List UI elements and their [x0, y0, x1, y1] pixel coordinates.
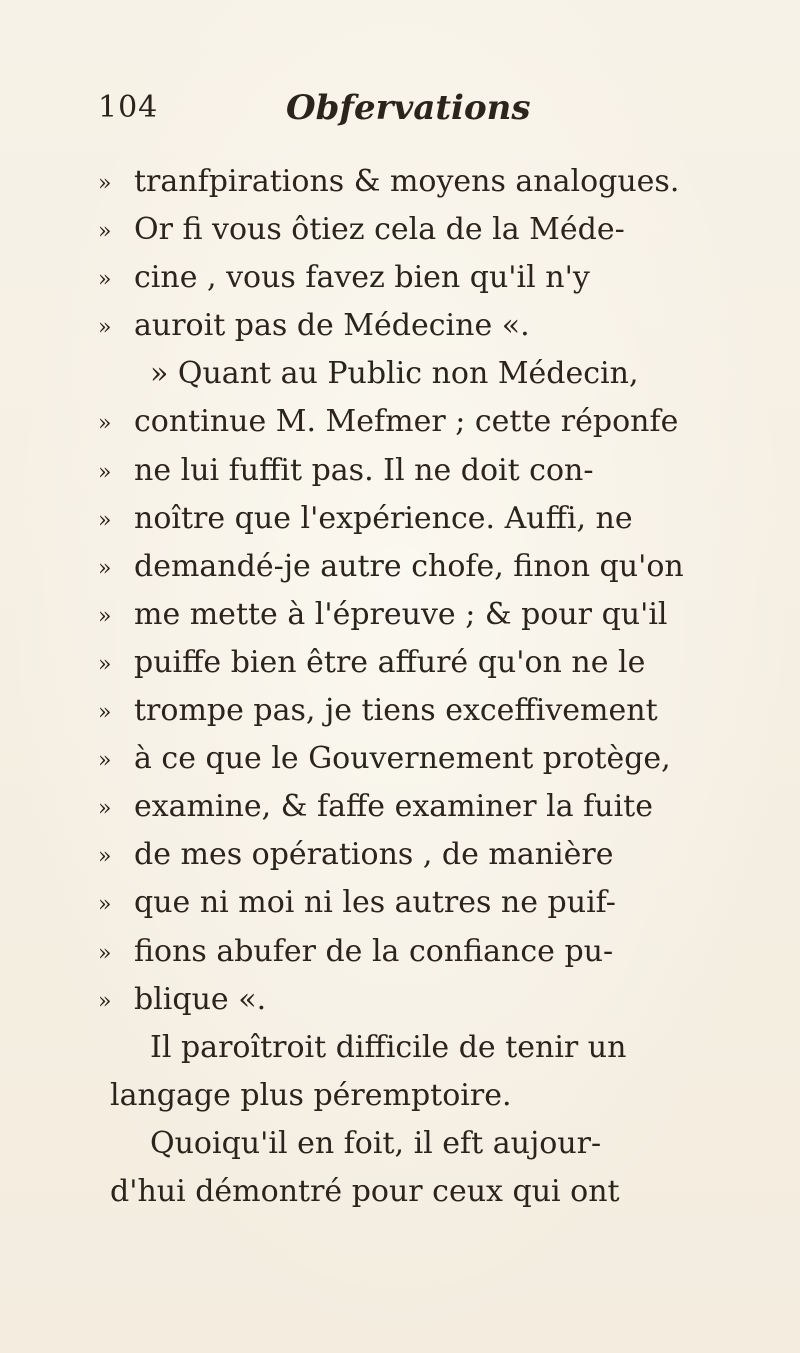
quote-mark: » [98, 796, 112, 822]
line-text: examine, & faffe examiner la fuite [134, 789, 653, 825]
line-text: noître que l'expérience. Auffi, ne [134, 500, 633, 536]
quote-mark: » [98, 892, 112, 918]
line-text: de mes opérations , de manière [134, 837, 614, 873]
line-text: à ce que le Gouvernement protège, [134, 741, 671, 777]
line-text: cine , vous favez bien qu'il n'y [134, 260, 590, 296]
text-line [0, 398, 800, 446]
text-line [0, 735, 800, 783]
quote-mark: » [98, 844, 112, 870]
quote-mark: » [98, 507, 112, 533]
line-text: Or fi vous ôtiez cela de la Méde- [134, 212, 625, 248]
quote-mark: » [98, 555, 112, 581]
text-line [0, 879, 800, 927]
quote-mark: » [98, 315, 112, 341]
text-line [0, 928, 800, 976]
page-number: 104 [98, 90, 159, 125]
line-text: blique «. [134, 981, 267, 1017]
quote-mark: » [98, 171, 112, 196]
quote-mark: » [98, 700, 112, 726]
line-text: continue M. Mefmer ; cette réponfe [134, 404, 679, 440]
text-line [0, 1072, 800, 1120]
running-title: Obfervations [286, 88, 531, 128]
body-text [0, 158, 800, 1216]
line-text: langage plus péremptoire. [110, 1077, 512, 1113]
quote-mark: » [98, 411, 112, 437]
quote-mark: » [98, 219, 112, 245]
line-text: trompe pas, je tiens exceffivement [134, 693, 658, 729]
text-line [0, 783, 800, 831]
quote-mark: » [98, 940, 112, 966]
line-text: Quoiqu'il en foit, il eft aujour- [150, 1125, 602, 1161]
text-line [0, 831, 800, 879]
text-line [0, 254, 800, 302]
line-text: ne lui fuffit pas. Il ne doit con- [134, 452, 594, 488]
line-text: que ni moi ni les autres ne puif- [134, 885, 616, 921]
quote-mark: » [98, 267, 112, 293]
text-line [0, 447, 800, 495]
line-text: » Quant au Public non Médecin, [150, 356, 639, 392]
line-text: tranfpirations & moyens analogues. [134, 164, 680, 199]
line-text: auroit pas de Médecine «. [134, 308, 530, 344]
text-line [0, 591, 800, 639]
line-text: fions abufer de la confiance pu- [134, 933, 614, 969]
quote-mark: » [98, 748, 112, 774]
text-line [0, 1120, 800, 1168]
text-line [0, 302, 800, 350]
text-line [0, 687, 800, 735]
text-line [0, 350, 800, 398]
quote-mark: » [98, 988, 112, 1014]
text-line [0, 1024, 800, 1072]
line-text: d'hui démontré pour ceux qui ont [110, 1173, 620, 1209]
text-line [0, 543, 800, 591]
line-text: Il paroîtroit difficile de tenir un [150, 1029, 627, 1065]
line-text: me mette à l'épreuve ; & pour qu'il [134, 596, 668, 632]
text-line [0, 639, 800, 687]
text-line [0, 976, 800, 1024]
text-line [0, 495, 800, 543]
quote-mark: » [98, 651, 112, 677]
line-text: demandé-je autre chofe, finon qu'on [134, 548, 684, 584]
quote-mark: » [98, 603, 112, 629]
text-line [0, 1168, 800, 1216]
line-text: puiffe bien être affuré qu'on ne le [134, 644, 646, 680]
text-line [0, 206, 800, 254]
quote-mark: » [98, 459, 112, 485]
text-line [0, 158, 800, 206]
